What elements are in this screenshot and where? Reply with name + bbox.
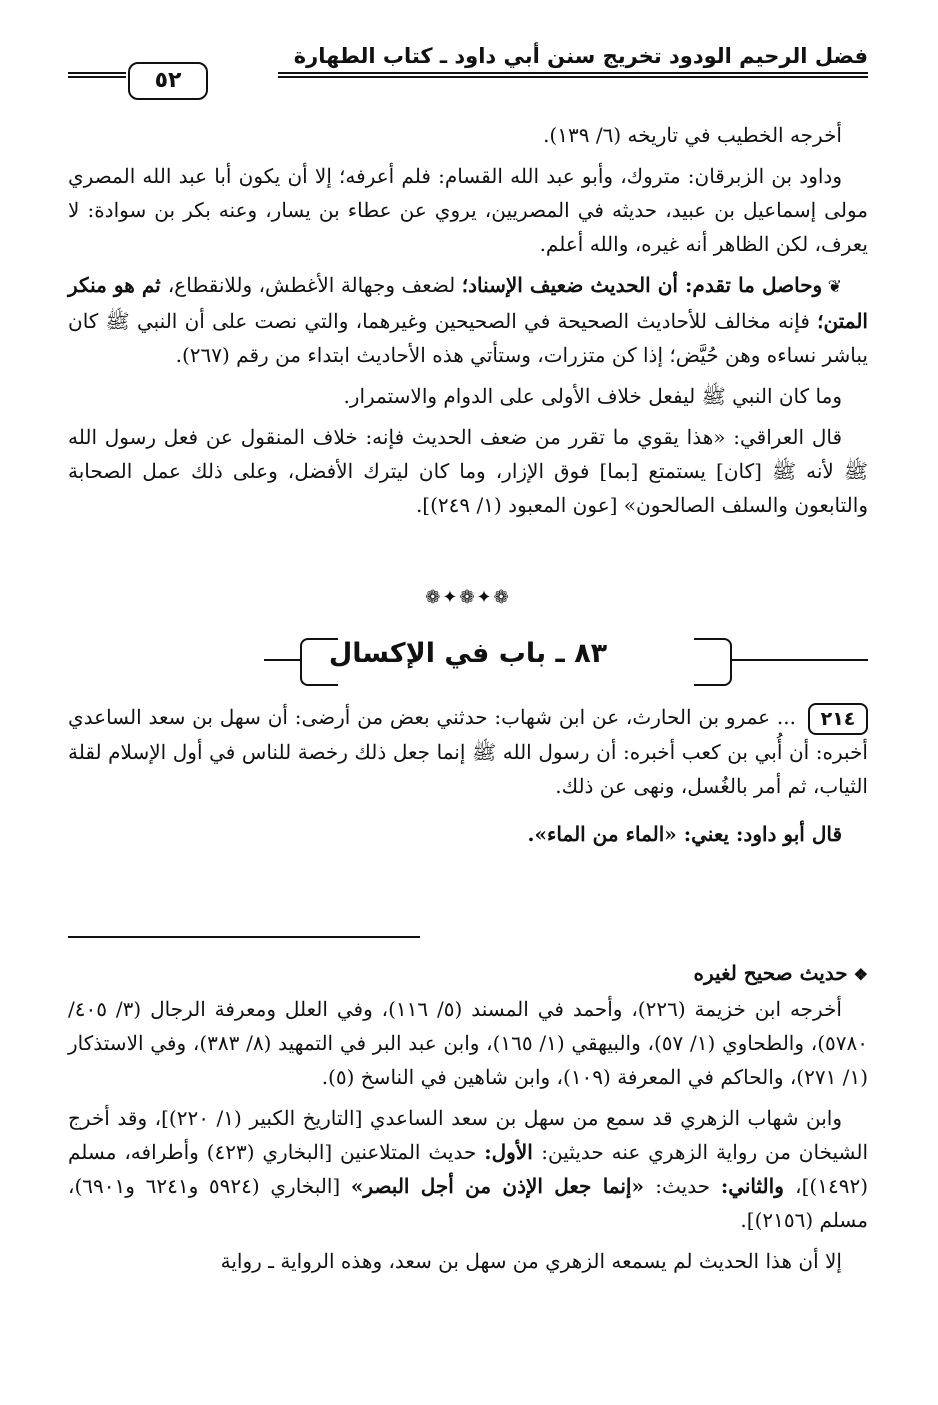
paragraph-summary [68, 268, 868, 372]
top-section [68, 118, 868, 529]
text: فإنه مخالف للأحاديث الصحيحة في الصحيحين وغيرهما، والتي نصت على أن النبي ﷺ كان يباشر نساءه وهن حُيَّض؛ إذا كن متزرات، وستأتي هذه الأحاديث ابتداء من رقم (٢٦٧). [68, 309, 868, 367]
ornament-divider: ❁✦❁✦❁ [425, 587, 511, 608]
hadith-text [68, 700, 868, 803]
grade-text: حديث صحيح لغيره [693, 961, 848, 985]
text: [البخاري (٥٩٢٤ و٦٢٤١ و٦٩٠١)، مسلم (٢١٥٦)]. [68, 1174, 868, 1232]
chapter-bracket-left [300, 638, 338, 686]
abu-dawud-note: قال أبو داود: يعني: «الماء من الماء». [527, 821, 842, 846]
hadith-number-badge: ٢١٤ [808, 703, 868, 735]
paragraph: أخرجه الخطيب في تاريخه (٦/ ١٣٩). [543, 123, 842, 147]
header-rule-right-2 [278, 76, 868, 78]
paragraph [68, 1101, 868, 1237]
running-title: فضل الرحيم الودود تخريج سنن أبي داود ـ كتاب الطهارة [293, 44, 868, 68]
grade-heading [68, 956, 868, 992]
paragraph: وداود بن الزبرقان: متروك، وأبو عبد الله القسام: فلم أعرفه؛ إلا أن يكون أبا عبد الله المصري مولى إسماعيل بن عبيد، حديثه في المصريين، يروي عن عطاء بن يسار، وعنه بكر بن سوادة: لا يعرف، لكن الظاهر أنه غيره، والله أعلم. [68, 164, 868, 256]
header-rule-left [68, 72, 126, 74]
paragraph-quote: قال العراقي: «هذا يقوي ما تقرر من ضعف الحديث فإنه: خلاف المنقول عن فعل رسول الله ﷺ لأنه ﷺ [كان] يستمتع [بما] فوق الإزار، وما كان ليترك الأفضل، وعلى ذلك عمل الصحابة والتابعون والسلف الصالحون» [عون المعبود (١/ ٢٤٩)]. [68, 425, 868, 517]
page-header [68, 38, 868, 104]
commentary-section [68, 956, 868, 1285]
text: حديث: [655, 1174, 721, 1198]
chapter-title: ٨٣ ـ باب في الإكسال [328, 638, 608, 669]
text: حديث المتلاعنين [البخاري (٤٢٣) وأطرافه، مسلم (١٤٩٢)]، [68, 1140, 869, 1198]
chapter-heading [68, 630, 868, 690]
bold-text: الأول: [484, 1140, 542, 1164]
text: وابن شهاب الزهري قد سمع من سهل بن سعد الساعدي [التاريخ الكبير (١/ ٢٢٠)]، وقد أخرج الشيخان من رواية الزهري عنه حديثين: [68, 1106, 868, 1164]
bold-text: «إنما جعل الإذن من أجل البصر» [350, 1174, 656, 1198]
header-rule-left-2 [68, 76, 126, 78]
footnote-separator [68, 936, 420, 938]
hadith-body: ... عمرو بن الحارث، عن ابن شهاب: حدثني بعض من أرضى: أن سهل بن سعد الساعدي أخبره: أن أُبي بن كعب أخبره: أن رسول الله ﷺ إنما جعل ذلك رخصة للناس في أول الإسلام لقلة الثياب، ثم أمر بالغُسل، ونهى عن ذلك. [68, 705, 868, 798]
text: لضعف وجهالة الأغطش، وللانقطاع، [167, 273, 462, 297]
hadith-section [68, 700, 868, 858]
chapter-line-left [264, 659, 300, 661]
bold-text: والثاني: [720, 1174, 796, 1198]
page-number-badge: ٥٢ [128, 62, 208, 100]
paragraph: وما كان النبي ﷺ ليفعل خلاف الأولى على الدوام والاستمرار. [343, 384, 842, 408]
grade-icon: ❖ [853, 965, 868, 984]
paragraph: إلا أن هذا الحديث لم يسمعه الزهري من سهل بن سعد، وهذه الرواية ـ رواية [220, 1249, 842, 1273]
book-page [68, 0, 868, 1405]
bold-text: وحاصل ما تقدم: أن الحديث ضعيف الإسناد؛ [461, 273, 823, 297]
bold-text: ثم هو منكر المتن؛ [68, 273, 868, 333]
paragraph: أخرجه ابن خزيمة (٢٢٦)، وأحمد في المسند (٥/ ١١٦)، وفي العلل ومعرفة الرجال (٣/ ٤٠٥/ ٥٧٨٠)، والطحاوي (١/ ٥٧)، والبيهقي (١/ ١٦٥)، وابن عبد البر في التمهيد (٨/ ٣٨٣)، وفي الاستذكار (١/ ٢٧١)، والحاكم في المعرفة (١٠٩)، وابن شاهين في الناسخ (٥). [68, 997, 868, 1089]
leaf-icon: ❦ [822, 277, 842, 297]
header-rule-right [278, 72, 868, 74]
